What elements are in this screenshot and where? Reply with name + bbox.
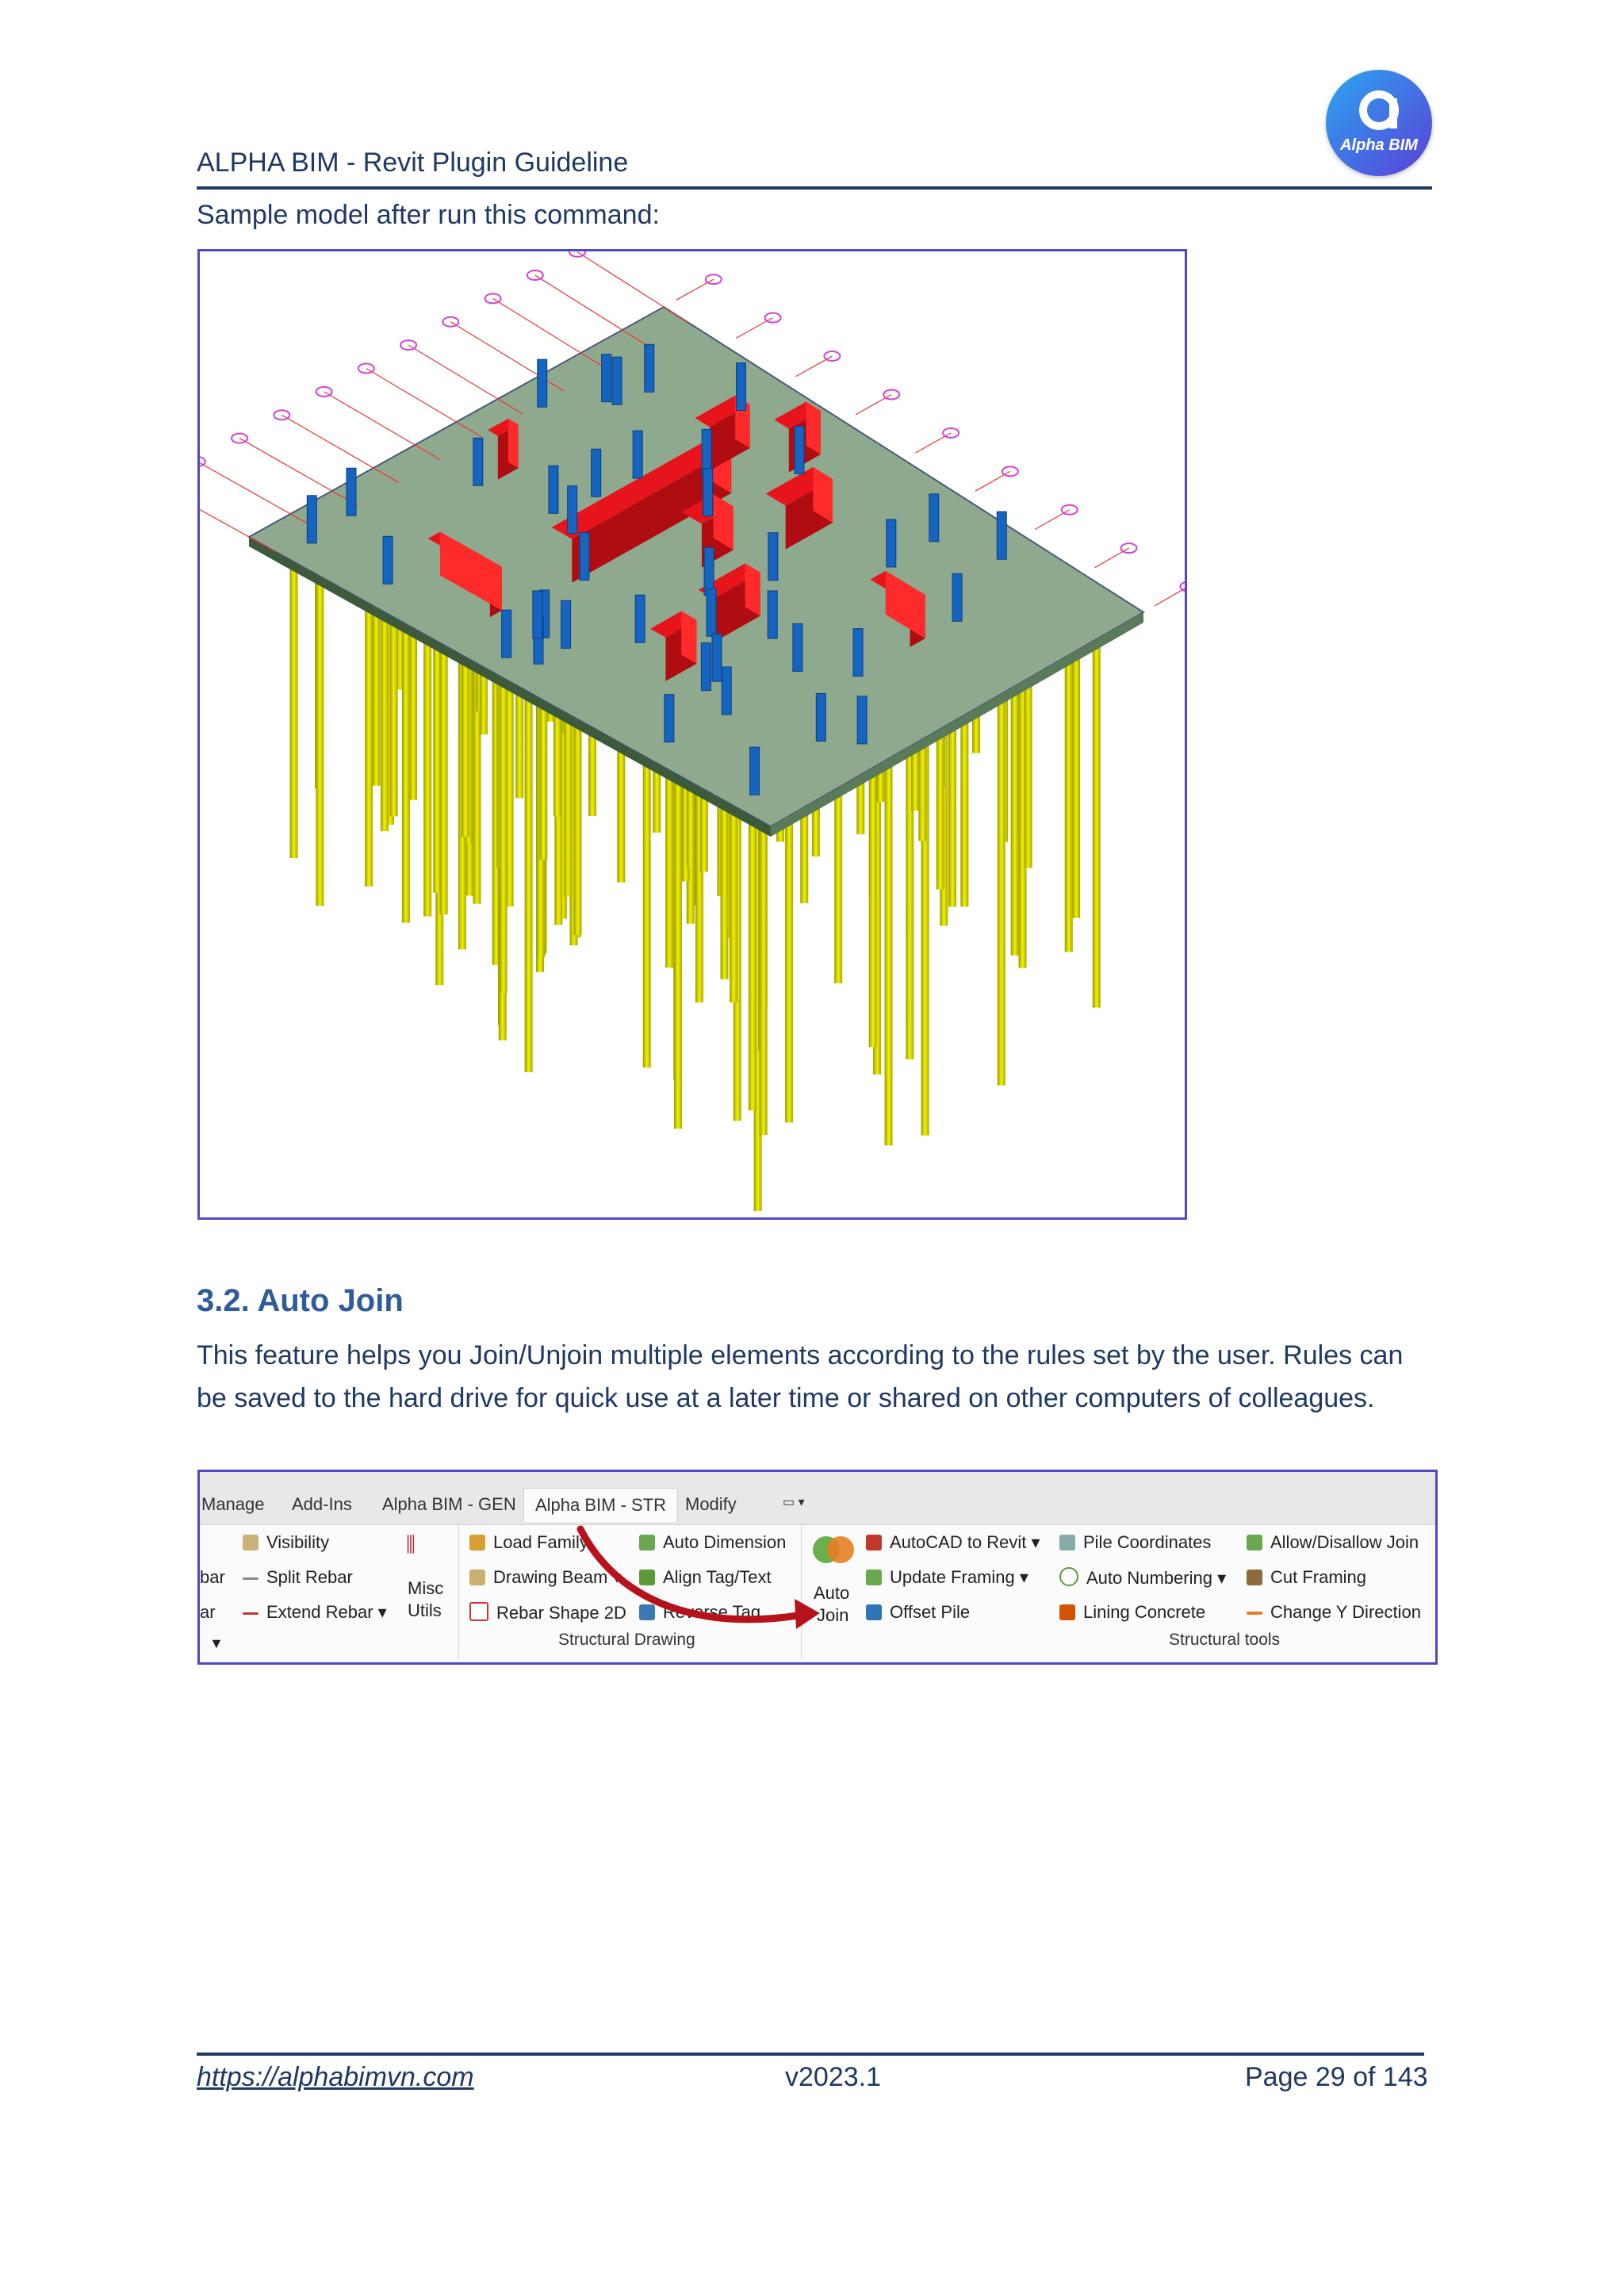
alpha-bim-logo bbox=[1326, 70, 1432, 176]
split-rebar-button[interactable]: Split Rebar bbox=[243, 1567, 353, 1588]
column bbox=[707, 588, 716, 636]
column bbox=[768, 533, 778, 581]
group-label-structural-drawing: Structural Drawing bbox=[558, 1631, 695, 1649]
pile bbox=[500, 678, 508, 994]
column bbox=[645, 344, 654, 392]
pile-coordinates-button[interactable]: Pile Coordinates bbox=[1059, 1532, 1211, 1553]
pile bbox=[290, 524, 298, 858]
grid-bubble bbox=[527, 270, 543, 280]
load-family-icon bbox=[469, 1535, 485, 1550]
pile-coordinates-icon bbox=[1059, 1535, 1075, 1550]
wall-front bbox=[681, 611, 696, 664]
allow-join-icon bbox=[1247, 1535, 1262, 1550]
auto-join-label-1[interactable]: Auto bbox=[814, 1583, 850, 1603]
footer-version: v2023.1 bbox=[785, 2062, 881, 2092]
allow-disallow-join-button[interactable]: Allow/Disallow Join bbox=[1247, 1532, 1419, 1553]
rebar-shape-2d-button[interactable]: Rebar Shape 2D bbox=[469, 1602, 626, 1623]
column bbox=[737, 363, 746, 411]
update-framing-icon bbox=[866, 1570, 882, 1585]
grid-line bbox=[1155, 587, 1185, 606]
tab-modify[interactable]: Modify bbox=[685, 1494, 737, 1514]
visibility-icon bbox=[243, 1535, 259, 1550]
autocad-to-revit-button[interactable]: AutoCAD to Revit ▾ bbox=[866, 1532, 1040, 1553]
left-partial-1: bar bbox=[200, 1567, 225, 1587]
align-tag-button[interactable]: Align Tag/Text bbox=[639, 1567, 772, 1588]
column bbox=[793, 623, 802, 671]
column bbox=[701, 643, 710, 691]
split-rebar-icon bbox=[243, 1577, 259, 1580]
load-family-button[interactable]: Load Family bbox=[469, 1532, 588, 1553]
column bbox=[768, 591, 777, 638]
column bbox=[502, 610, 511, 657]
lining-concrete-button[interactable]: Lining Concrete bbox=[1059, 1602, 1205, 1623]
column bbox=[561, 600, 571, 648]
tab-alpha-bim-str[interactable]: Alpha BIM - STR bbox=[523, 1488, 678, 1522]
column bbox=[633, 431, 642, 478]
auto-join-label-2[interactable]: Join bbox=[817, 1605, 849, 1625]
tab-alpha-bim-gen[interactable]: Alpha BIM - GEN bbox=[382, 1494, 516, 1514]
group-label-structural-tools: Structural tools bbox=[1169, 1631, 1281, 1649]
model-3d-illustration bbox=[200, 251, 1185, 1217]
column bbox=[592, 449, 601, 496]
auto-numbering-button[interactable]: Auto Numbering ▾ bbox=[1059, 1567, 1226, 1589]
pile bbox=[643, 754, 651, 1068]
change-y-direction-button[interactable]: Change Y Direction bbox=[1247, 1602, 1421, 1623]
logo-text: Alpha BIM bbox=[1340, 136, 1418, 154]
column bbox=[857, 696, 867, 744]
pile bbox=[423, 625, 431, 916]
footer-rule bbox=[197, 2053, 1424, 2056]
column bbox=[580, 533, 589, 581]
column bbox=[704, 547, 714, 595]
misc-icon: ⫼ bbox=[406, 1532, 416, 1556]
wall-front bbox=[508, 419, 519, 468]
reverse-tag-button[interactable]: Reverse Tag bbox=[639, 1602, 760, 1623]
column bbox=[347, 468, 356, 516]
left-partial-2: ar bbox=[200, 1602, 216, 1622]
column bbox=[703, 469, 713, 516]
section-heading: 3.2. Auto Join bbox=[197, 1283, 404, 1318]
grid-bubble bbox=[400, 340, 416, 350]
column bbox=[887, 519, 896, 567]
column bbox=[997, 512, 1006, 559]
tab-add-ins[interactable]: Add-Ins bbox=[292, 1494, 352, 1514]
change-y-icon bbox=[1247, 1612, 1262, 1615]
pile bbox=[525, 638, 533, 1072]
column bbox=[568, 486, 577, 534]
column bbox=[750, 747, 760, 795]
column bbox=[307, 496, 316, 543]
column bbox=[816, 693, 825, 741]
column bbox=[795, 426, 804, 473]
extend-rebar-button[interactable]: Extend Rebar ▾ bbox=[243, 1602, 387, 1623]
column bbox=[952, 573, 962, 621]
column bbox=[612, 357, 622, 404]
pile bbox=[1072, 621, 1080, 918]
grid-bubble bbox=[200, 457, 205, 466]
revit-ribbon bbox=[197, 1470, 1438, 1665]
grid-bubble bbox=[274, 410, 289, 420]
extend-rebar-icon bbox=[243, 1612, 259, 1615]
visibility-button[interactable]: Visibility bbox=[243, 1532, 329, 1553]
intro-text: Sample model after run this command: bbox=[197, 200, 660, 230]
footer-page-number: Page 29 of 143 bbox=[1245, 2062, 1428, 2092]
header-rule bbox=[197, 186, 1432, 190]
pile bbox=[885, 746, 893, 1145]
column bbox=[533, 591, 542, 638]
utils-label[interactable]: Utils bbox=[408, 1600, 442, 1620]
column bbox=[722, 667, 731, 715]
column bbox=[635, 595, 645, 642]
ribbon-tab-bar bbox=[200, 1472, 1435, 1525]
offset-pile-icon bbox=[866, 1604, 882, 1620]
header-title: ALPHA BIM - Revit Plugin Guideline bbox=[197, 148, 629, 178]
grid-bubble bbox=[943, 428, 959, 438]
lining-concrete-icon bbox=[1059, 1604, 1075, 1620]
column bbox=[853, 629, 863, 677]
column bbox=[538, 359, 547, 407]
grid-bubble bbox=[316, 387, 332, 397]
auto-numbering-icon bbox=[1059, 1567, 1078, 1586]
expand-arrow-icon[interactable]: ▼ bbox=[209, 1635, 224, 1651]
cut-framing-icon bbox=[1247, 1570, 1262, 1585]
pile bbox=[402, 599, 410, 923]
offset-pile-button[interactable]: Offset Pile bbox=[866, 1602, 970, 1623]
cut-framing-button[interactable]: Cut Framing bbox=[1247, 1567, 1366, 1588]
column bbox=[549, 466, 558, 513]
footer-url[interactable]: https://alphabimvn.com bbox=[197, 2062, 474, 2092]
update-framing-button[interactable]: Update Framing ▾ bbox=[866, 1567, 1028, 1588]
section-paragraph: This feature helps you Join/Unjoin multiple elements according to the rules set by the user. Rules can be saved to the hard drive for quick use at a later time or shared on other computers of colleagues. bbox=[197, 1340, 1404, 1413]
wall-front bbox=[745, 563, 760, 615]
column bbox=[602, 355, 611, 402]
column bbox=[929, 494, 939, 542]
separator bbox=[458, 1524, 459, 1659]
tab-manage[interactable]: Manage bbox=[201, 1494, 265, 1514]
column bbox=[473, 438, 483, 485]
drawing-beam-icon bbox=[469, 1570, 485, 1585]
auto-dimension-button[interactable]: Auto Dimension bbox=[639, 1532, 786, 1553]
column bbox=[665, 695, 674, 742]
grid-bubble bbox=[1180, 582, 1185, 592]
pile bbox=[1093, 596, 1101, 1007]
annotation-arrow bbox=[573, 1520, 826, 1631]
column bbox=[383, 536, 393, 584]
pile bbox=[998, 671, 1005, 1085]
model-figure bbox=[197, 249, 1187, 1220]
logo-a-icon bbox=[1356, 87, 1402, 133]
drawing-beam-button[interactable]: Drawing Beam ▾ bbox=[469, 1567, 621, 1588]
panel-toggle-icon[interactable]: ▭ ▾ bbox=[783, 1496, 805, 1509]
wall-front bbox=[806, 402, 821, 454]
autocad-icon bbox=[866, 1535, 882, 1550]
misc-label[interactable]: Misc bbox=[408, 1578, 444, 1598]
rebar-shape-icon bbox=[469, 1602, 488, 1621]
column bbox=[712, 634, 722, 681]
